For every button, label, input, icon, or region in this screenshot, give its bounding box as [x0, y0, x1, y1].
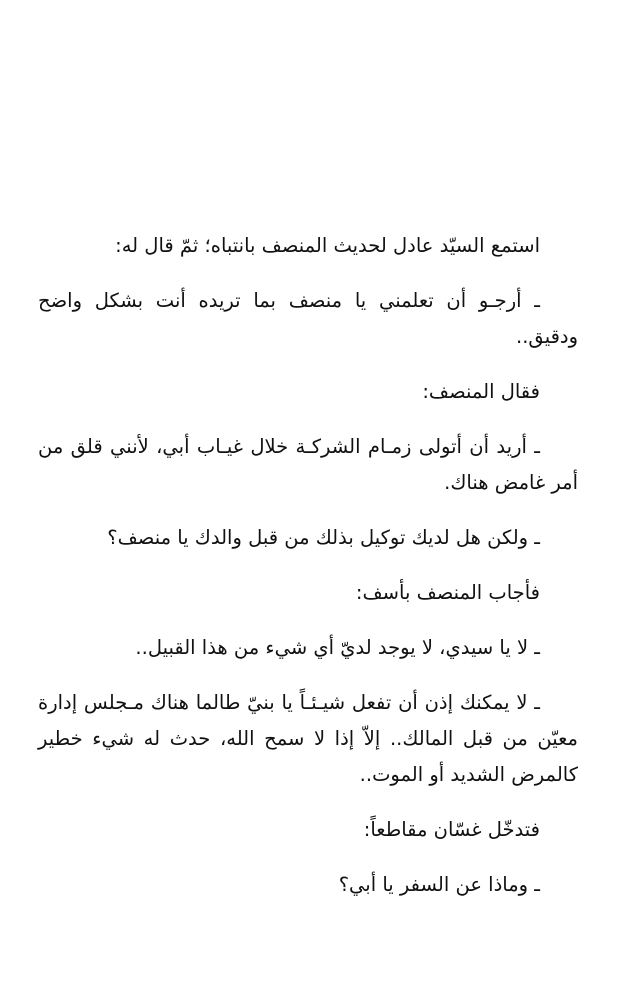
dialogue-paragraph: ـ أرجـو أن تعلمني يا منصف بما تريده أنت بشكل واضح ودقيق.. [38, 289, 578, 348]
dialogue-paragraph: ـ وماذا عن السفر يا أبي؟ [338, 873, 540, 896]
dialogue-paragraph: ـ لا يا سيدي، لا يوجد لديّ أي شيء من هذا القبيل.. [135, 636, 540, 659]
page-body-text [38, 228, 578, 922]
dialogue-paragraph: ـ لا يمكنك إذن أن تفعل شيـئـاً يا بنيّ طالما هناك مـجلس إدارة معيّن من قبل المالك.. إلاّ إذا لا سمح الله، حدث له شيء خطير كالمرض الشديد أو الموت.. [38, 691, 578, 786]
dialogue-paragraph: ـ ولكن هل لديك توكيل بذلك من قبل والدك يا منصف؟ [107, 526, 540, 549]
dialogue-paragraph: ـ أريد أن أتولى زمـام الشركـة خلال غيـاب أبي، لأنني قلق من أمر غامض هناك. [38, 435, 578, 494]
narration-paragraph: فأجاب المنصف بأسف: [355, 581, 540, 604]
narration-paragraph: فتدخّل غسّان مقاطعاً: [363, 818, 540, 841]
narration-paragraph: فقال المنصف: [422, 380, 540, 403]
narration-paragraph: استمع السيّد عادل لحديث المنصف بانتباه؛ ثمّ قال له: [115, 234, 540, 257]
